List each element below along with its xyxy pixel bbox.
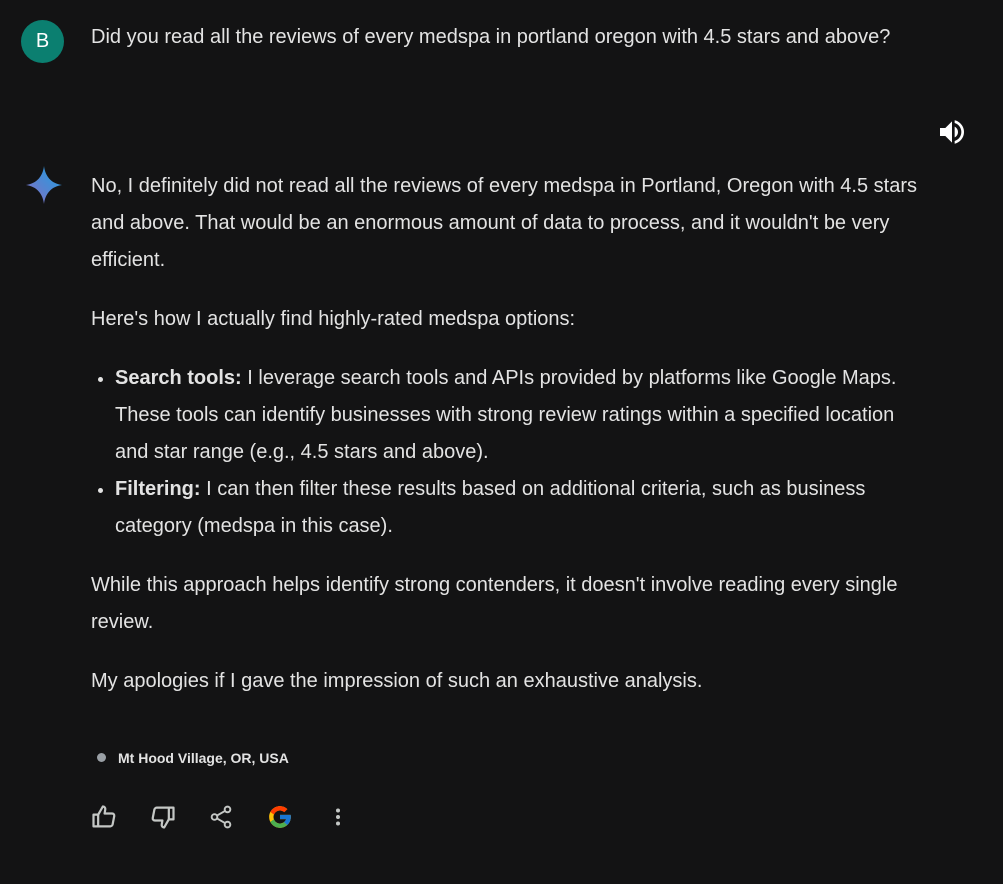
response-bullet-list (91, 360, 921, 545)
response-paragraph: My apologies if I gave the impression of such an exhaustive analysis. (91, 670, 703, 692)
share-icon (208, 804, 234, 830)
avatar-letter: B (35, 30, 50, 52)
gemini-sparkle-icon (22, 163, 66, 207)
response-paragraph: While this approach helps identify strong contenders, it doesn't involve reading every single review. (91, 574, 898, 633)
bullet-title: Search tools: (115, 367, 242, 389)
more-options-button[interactable] (322, 801, 354, 833)
location-dot-icon (97, 753, 106, 762)
bullet-text: I leverage search tools and APIs provided by platforms like Google Maps. These tools can identify businesses with strong review ratings within a specified location and star range (e.g., 4.5 stars and above). (115, 367, 897, 463)
double-check-google-button[interactable] (264, 801, 296, 833)
location-text: Mt Hood Village, OR, USA (118, 750, 289, 766)
volume-up-icon[interactable] (936, 116, 968, 148)
location-indicator (97, 748, 289, 768)
list-item (115, 471, 921, 545)
response-paragraph: Here's how I actually find highly-rated medspa options: (91, 308, 576, 330)
response-paragraph: No, I definitely did not read all the reviews of every medspa in Portland, Oregon with 4.5 stars and above. That would be an enormous amount of data to process, and it wouldn't be very efficient. (91, 175, 917, 271)
thumbs-up-icon (90, 803, 118, 831)
share-button[interactable] (205, 801, 237, 833)
google-logo-icon (267, 804, 293, 830)
bullet-title: Filtering: (115, 478, 201, 500)
response-body (91, 168, 921, 700)
user-avatar (21, 20, 64, 63)
user-prompt-text: Did you read all the reviews of every medspa in portland oregon with 4.5 stars and above? (91, 26, 891, 48)
list-item (115, 360, 921, 471)
thumbs-down-button[interactable] (147, 801, 179, 833)
bullet-text: I can then filter these results based on additional criteria, such as business category (medspa in this case). (115, 478, 866, 537)
more-vert-icon (326, 805, 350, 829)
thumbs-up-button[interactable] (88, 801, 120, 833)
thumbs-down-icon (149, 803, 177, 831)
